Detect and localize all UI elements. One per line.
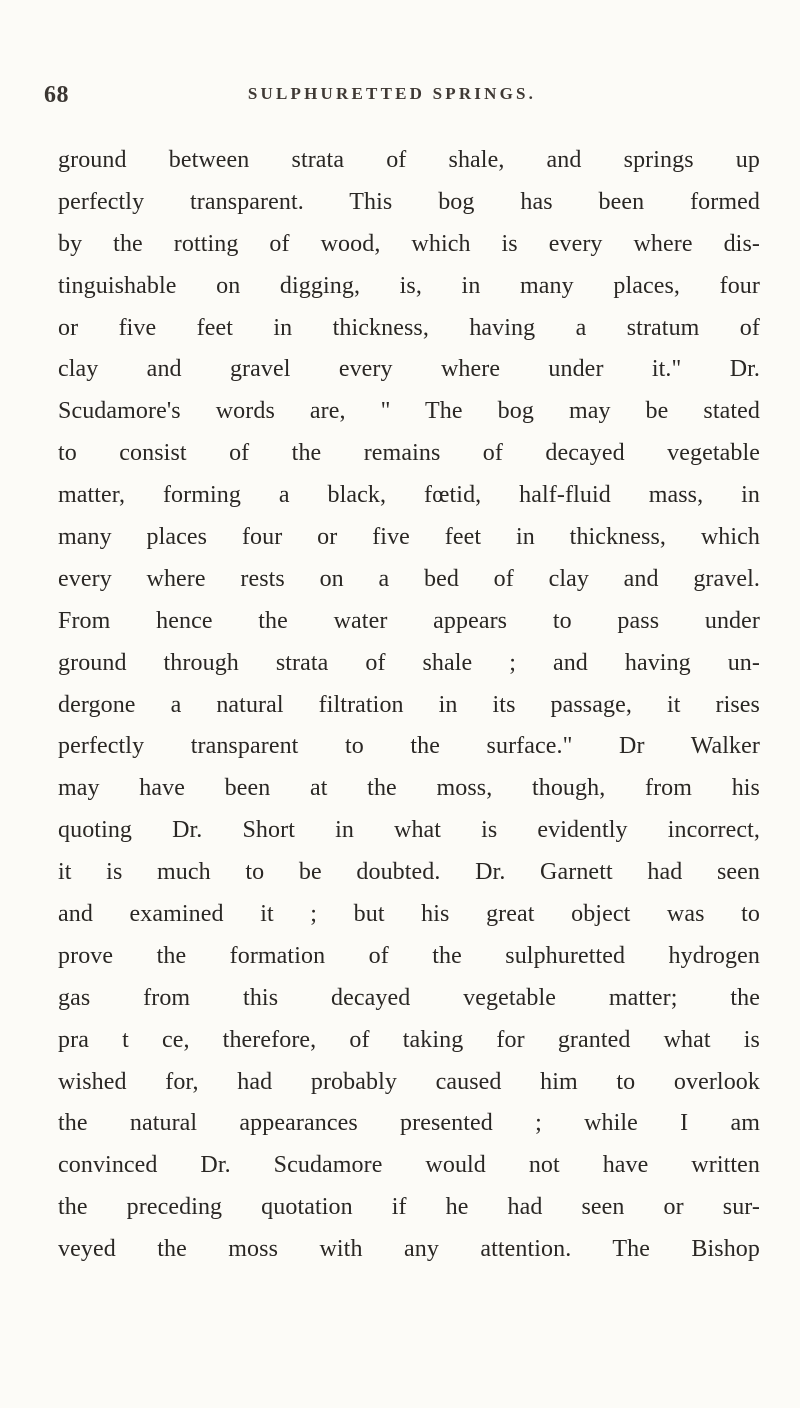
text-line: to consist of the remains of decayed vegetable — [58, 440, 760, 467]
text-line: and examined it ; but his great object was to — [58, 901, 760, 928]
running-title: SULPHURETTED SPRINGS. — [247, 84, 537, 103]
text-line: perfectly transparent to the surface." Dr Walker — [58, 733, 760, 760]
text-line: prove the formation of the sulphuretted hydrogen — [58, 942, 760, 969]
text-line: matter, forming a black, fœtid, half-fluid mass, in — [58, 482, 760, 509]
text-line: the natural appearances presented ; while I am — [58, 1110, 760, 1137]
text-line: or five feet in thickness, having a stratum of — [58, 314, 760, 341]
page-number: 68 — [44, 82, 69, 108]
text-line: ground through strata of shale ; and having un- — [58, 649, 760, 676]
text-line: From hence the water appears to pass under — [58, 607, 760, 634]
text-line: convinced Dr. Scudamore would not have written — [58, 1152, 760, 1179]
text-line: quoting Dr. Short in what is evidently incorrect, — [58, 817, 760, 844]
body-text — [58, 140, 760, 1271]
text-line: ground between strata of shale, and springs up — [58, 147, 760, 173]
text-line: by the rotting of wood, which is every where dis- — [58, 230, 760, 257]
text-line: perfectly transparent. This bog has been formed — [58, 188, 760, 215]
text-line: tinguishable on digging, is, in many places, four — [58, 272, 760, 299]
running-head — [44, 82, 684, 114]
text-line: the preceding quotation if he had seen or sur- — [58, 1194, 760, 1221]
text-line: clay and gravel every where under it." Dr. — [58, 356, 760, 383]
text-line: it is much to be doubted. Dr. Garnett had seen — [58, 859, 760, 886]
text-line: many places four or five feet in thickness, which — [58, 524, 760, 551]
text-line: veyed the moss with any attention. The Bishop — [58, 1236, 760, 1263]
text-line: every where rests on a bed of clay and gravel. — [58, 565, 760, 592]
text-line: Scudamore's words are, " The bog may be stated — [58, 398, 760, 425]
text-line: wished for, had probably caused him to overlook — [58, 1068, 760, 1095]
text-line: pra t ce, therefore, of taking for granted what is — [58, 1026, 760, 1053]
text-line: dergone a natural filtration in its passage, it rises — [58, 691, 760, 718]
text-line: may have been at the moss, though, from his — [58, 775, 760, 802]
text-line: gas from this decayed vegetable matter; the — [58, 984, 760, 1011]
